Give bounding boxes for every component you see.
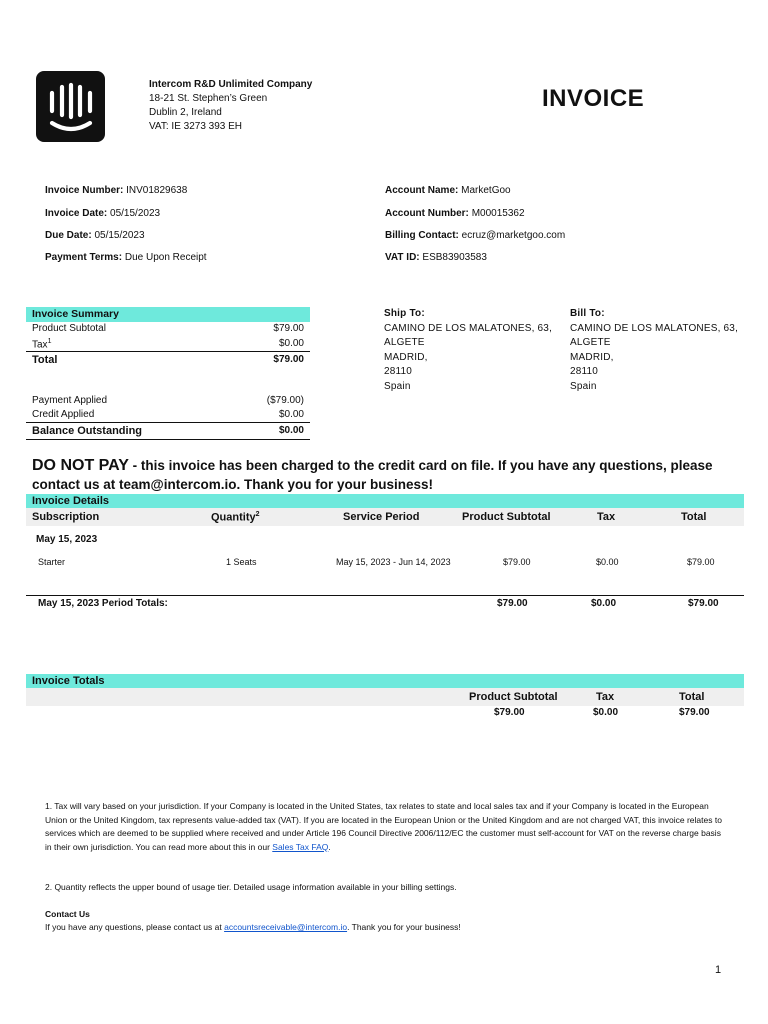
summary-header: Invoice Summary <box>32 308 119 320</box>
summary-row-total <box>32 354 304 366</box>
vat-id <box>385 252 487 263</box>
due-date-value: 05/15/2023 <box>94 230 145 241</box>
col-subscription: Subscription <box>32 511 100 523</box>
account-name-label: Account Name: <box>385 185 459 196</box>
contact-text <box>45 921 725 935</box>
bill-to-block <box>570 307 738 394</box>
billing-contact-value: ecruz@marketgoo.com <box>461 230 566 241</box>
ship-to-block <box>384 307 552 394</box>
billing-contact-label: Billing Contact: <box>385 230 459 241</box>
summary-row-balance <box>32 425 304 437</box>
totals-col-tax: Tax <box>596 691 615 703</box>
invoice-title: INVOICE <box>542 85 645 112</box>
footnote-2: 2. Quantity reflects the upper bound of usage tier. Detailed usage information available in your billing settings. <box>45 882 457 892</box>
summary-header-band <box>26 307 310 322</box>
period-totals-label: May 15, 2023 Period Totals: <box>38 598 168 609</box>
totals-column-header-row <box>26 688 744 706</box>
invoice-number-value: INV01829638 <box>126 185 188 196</box>
summary-row-tax <box>32 338 304 350</box>
ship-to-line-1: CAMINO DE LOS MALATONES, 63, <box>384 322 553 334</box>
ship-to-line-5: Spain <box>384 380 411 392</box>
account-name <box>385 185 511 196</box>
do-not-pay-notice <box>32 456 732 494</box>
footnote-1 <box>45 800 725 854</box>
due-date-label: Due Date: <box>45 230 92 241</box>
account-number-label: Account Number: <box>385 208 469 219</box>
account-number <box>385 208 525 219</box>
summary-divider <box>26 351 310 352</box>
totals-header: Invoice Totals <box>26 674 744 688</box>
invoice-date-label: Invoice Date: <box>45 208 108 219</box>
summary-balance-divider-bottom <box>26 439 310 440</box>
summary-tax-sup: 1 <box>47 338 52 345</box>
row-tax: $0.00 <box>596 557 619 567</box>
row-product-subtotal: $79.00 <box>503 557 531 567</box>
ship-to-label: Ship To: <box>384 308 425 319</box>
totals-col-total: Total <box>679 691 705 703</box>
ship-to-line-2: ALGETE <box>384 337 425 348</box>
col-quantity <box>211 511 260 524</box>
totals-product-subtotal: $79.00 <box>494 707 525 718</box>
invoice-date <box>45 208 160 219</box>
accounts-receivable-email-link[interactable]: accountsreceivable@intercom.io <box>224 922 348 932</box>
col-tax: Tax <box>597 511 616 523</box>
due-date <box>45 230 145 241</box>
row-quantity: 1 Seats <box>226 557 257 567</box>
col-quantity-label: Quantity <box>211 511 256 524</box>
summary-tax-label: Tax <box>32 339 48 351</box>
summary-row-product-subtotal <box>32 323 304 334</box>
vat-id-value: ESB83903583 <box>422 252 487 263</box>
period-totals-divider <box>26 595 744 596</box>
period-totals-total: $79.00 <box>688 598 719 609</box>
summary-credit-label: Credit Applied <box>32 409 95 420</box>
invoice-date-value: 05/15/2023 <box>110 208 161 219</box>
billing-contact <box>385 230 565 241</box>
period-totals-product-subtotal: $79.00 <box>497 598 528 609</box>
row-total: $79.00 <box>687 557 715 567</box>
summary-total-label: Total <box>32 354 58 366</box>
col-service-period: Service Period <box>343 511 420 523</box>
summary-row-payment <box>32 395 304 406</box>
summary-balance-label: Balance Outstanding <box>32 425 143 437</box>
bill-to-label: Bill To: <box>570 308 605 319</box>
do-not-pay-text: - this invoice has been charged to the credit card on file. If you have any questions, please contact us at team@intercom.io. Thank you for your business! <box>32 458 713 492</box>
bill-to-line-4: 28110 <box>570 366 599 377</box>
summary-balance-value: $0.00 <box>278 425 304 436</box>
contact-title: Contact Us <box>45 909 90 919</box>
summary-tax-value: $0.00 <box>278 338 304 349</box>
bill-to-line-2: ALGETE <box>570 337 611 348</box>
summary-total-value: $79.00 <box>273 354 304 365</box>
contact-text-lead: If you have any questions, please contact us at <box>45 922 225 932</box>
details-header: Invoice Details <box>26 494 744 508</box>
payment-terms-label: Payment Terms: <box>45 252 123 263</box>
summary-product-subtotal-value: $79.00 <box>273 323 304 334</box>
company-address-1: 18-21 St. Stephen’s Green <box>149 93 268 104</box>
footnote-1-end: . <box>328 841 331 852</box>
summary-payment-label: Payment Applied <box>32 395 108 406</box>
col-product-subtotal: Product Subtotal <box>462 511 551 523</box>
account-number-value: M00015362 <box>471 208 525 219</box>
invoice-number <box>45 185 187 196</box>
company-name: Intercom R&D Unlimited Company <box>149 79 313 90</box>
payment-terms <box>45 252 207 263</box>
col-total: Total <box>681 511 707 523</box>
ship-to-line-3: MADRID, <box>384 351 428 363</box>
row-subscription: Starter <box>38 557 66 567</box>
payment-terms-value: Due Upon Receipt <box>124 252 207 263</box>
details-group-date: May 15, 2023 <box>36 534 98 545</box>
period-totals-tax: $0.00 <box>591 598 617 609</box>
invoice-number-label: Invoice Number: <box>45 185 124 196</box>
do-not-pay-lead: DO NOT PAY <box>32 457 129 474</box>
summary-balance-divider-top <box>26 422 310 423</box>
summary-credit-value: $0.00 <box>278 409 304 420</box>
ship-to-line-4: 28110 <box>384 366 413 377</box>
totals-tax: $0.00 <box>593 707 619 718</box>
totals-col-product-subtotal: Product Subtotal <box>469 691 558 703</box>
bill-to-line-3: MADRID, <box>570 351 614 363</box>
summary-product-subtotal-label: Product Subtotal <box>32 323 106 334</box>
col-quantity-sup: 2 <box>255 511 260 518</box>
sales-tax-faq-link[interactable]: Sales Tax FAQ <box>272 841 329 852</box>
intercom-logo-icon <box>36 71 105 142</box>
totals-total: $79.00 <box>679 707 710 718</box>
page-number: 1 <box>715 964 722 976</box>
bill-to-line-1: CAMINO DE LOS MALATONES, 63, <box>570 322 739 334</box>
row-service-period: May 15, 2023 - Jun 14, 2023 <box>336 557 451 567</box>
summary-row-credit <box>32 409 304 420</box>
footnote-1-text: 1. Tax will vary based on your jurisdiction. If your Company is located in the United States, tax relates to state and local sales tax and if your Company is located in the European Union or the United Kingdom, tax represents value-added tax (VAT). If you are located in the European Union or the United Kingdom and are not charged VAT, this invoice relates to services which are deemed to be supplied where received and under Article 196 Council Directive 2006/112/EC the customer must self-account for VAT on the reverse charge basis in their own jurisdiction. You can read more about this in our <box>45 801 722 852</box>
company-address-2: Dublin 2, Ireland <box>149 107 222 118</box>
account-name-value: MarketGoo <box>461 185 511 196</box>
contact-text-end: . Thank you for your business! <box>347 922 461 932</box>
bill-to-line-5: Spain <box>570 380 597 392</box>
company-info <box>149 78 312 134</box>
company-vat: VAT: IE 3273 393 EH <box>149 121 243 132</box>
summary-payment-value: ($79.00) <box>266 395 304 406</box>
vat-id-label: VAT ID: <box>385 252 420 263</box>
